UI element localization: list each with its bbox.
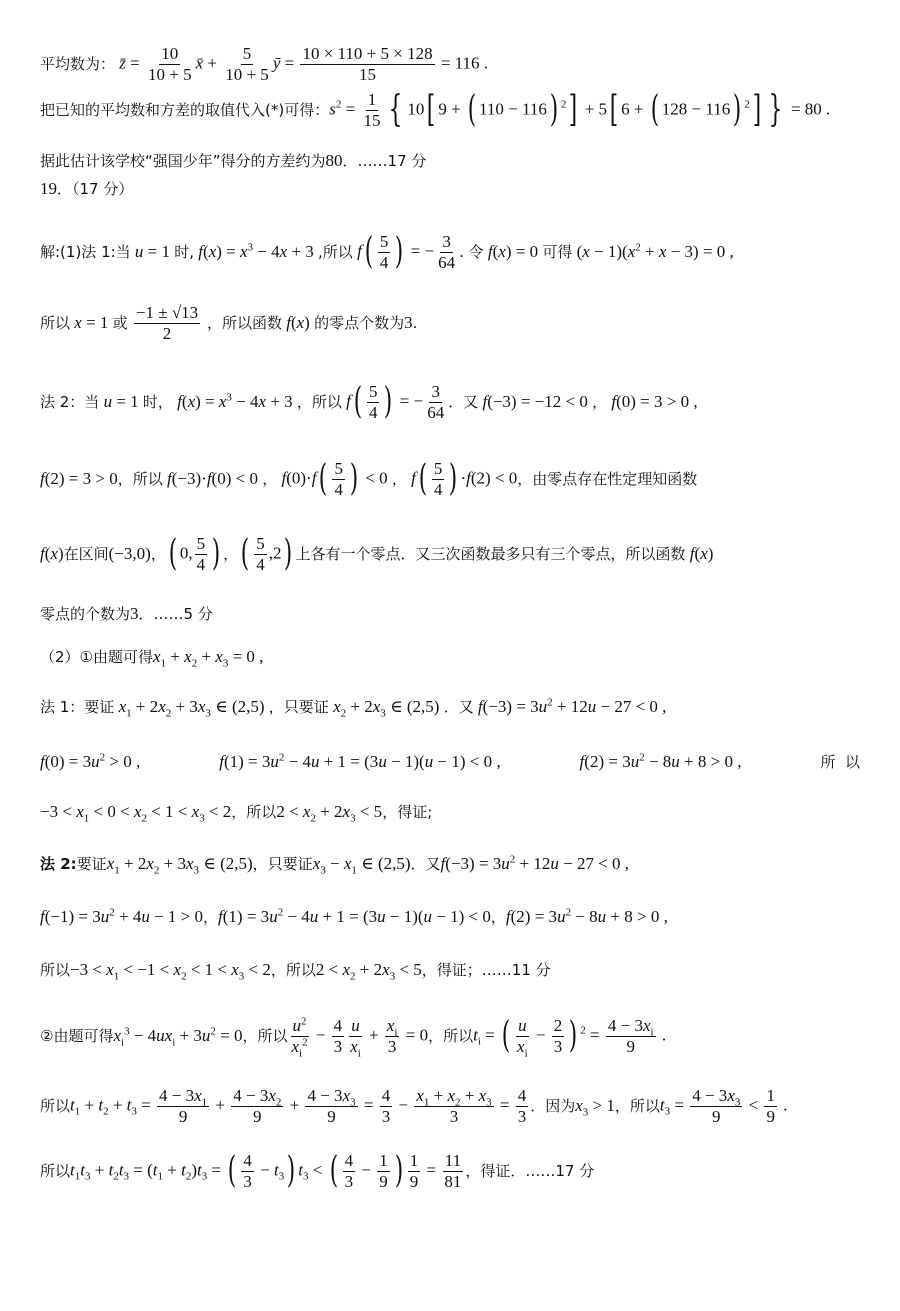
line-p2-conclusion2: 所以 $-3 < x_1 < -1 < x_2 < 1 < x_3 < 2$ ，所以 $2 < x_2 + 2x_3 < 5$ ，得证；……11 分 bbox=[40, 960, 551, 983]
line-zeros: 所以 x = 1 或 $\frac{-1 \pm √13}{2}$ ，所以函数 f(x) 的零点个数为 3 . bbox=[40, 302, 418, 343]
line-p2-values: $f(0) = 3u^2 > 0$ , $f(1) = 3u^2 - 4u + 1 = (3u - 1)(u - 1) < 0$ , $f(2) = 3u^2 - 8u + 8 > 0$ , 所 以 bbox=[40, 751, 860, 771]
line-mean: 平均数为： z̄ = $\frac{10}{10 + 5}$ x̄ + $\frac{5}{10 + 5}$ ȳ = $\frac{10 \times 110 + 5 \times 128}{15}$ = 116 . bbox=[40, 43, 489, 84]
line-p2-method1: 法 1：要证 $x_1 + 2x_2 + 3x_3$ ∈ (2,5) ，只要证 $x_2 + 2x_3$ ∈ (2,5) ．又 $f(-3) = 3u^2 + 12u - 27 < 0$ , bbox=[40, 696, 667, 720]
problem-19-heading: 19 ．（17 分） bbox=[40, 179, 134, 198]
line-estimate: 据此估计该学校“强国少年”得分的方差约为 80 ．……17 分 bbox=[40, 151, 427, 170]
line-final: 所以 $t_1t_3 + t_2t_3 = (t_1 + t_2)t_3$ = ( $\frac{4}{3}$ − $t_3$) $t_3$ < ( $\frac{4}{3}$ − $\frac{1}{9}$ ) $\frac{1}{9}$ = $\frac{11}{81}$ ，得证．……17 分 bbox=[40, 1149, 595, 1191]
line-sign-check: f(2) = 3 > 0 ，所以 f(−3)·f(0) < 0 ， f(0)·f( $\frac{5}{4}$ ) < 0 ， f( $\frac{5}{4}$ ) ·f(2) < 0 ，由零点存在性定理知函数 bbox=[40, 457, 698, 499]
line-method2: 法 2：当 u = 1 时， $f(x) = x^3 - 4x + 3$ ，所以 f( $\frac{5}{4}$ ) = − $\frac{3}{64}$ ．又 f(−3) = −12 < 0 ， f(0) = 3 > 0 , bbox=[40, 380, 698, 422]
line-p2-values2: $f(-1) = 3u^2 + 4u - 1 > 0$ ， $f(1) = 3u^2 - 4u + 1 = (3u - 1)(u - 1) < 0$ ， $f(2) = 3u^2 - 8u + 8 > 0$ , bbox=[40, 906, 668, 926]
line-count-result: 零点的个数为 3 ．……5 分 bbox=[40, 604, 213, 623]
line-part2-2: ②由题可得 $x_i^3 - 4ux_i + 3u^2 = 0$ ，所以 $\frac{u^2}{x_i^2}$ − $\frac{4}{3}$ $\frac{u}{x_i}$ + $\frac{x_i}{3}$ = 0 ，所以 $t_i$ = ( $\frac{u}{x_i}$ − $\frac{2}{3}$ ) $^2$ = $\frac{4 - 3x_i}{9}$ . bbox=[40, 1014, 667, 1059]
line-sum-t: 所以 $t_1 + t_2 + t_3$ = $\frac{4 - 3x_1}{9}$ + $\frac{4 - 3x_2}{9}$ + $\frac{4 - 3x_3}{9}$ = $\frac{4}{3}$ − $\frac{x_1 + x_2 + x_3}{3}$ = $\frac{4}{3}$ ．因为 $x_3 > 1$ ，所以 $t_3$ = $\frac{4 - 3x_3}{9}$ < $\frac{1}{9}$ . bbox=[40, 1085, 788, 1126]
line-method1: 解:(1)法 1:当 u = 1 时, $f(x) = x^3 - 4x + 3$ ,所以 f( $\frac{5}{4}$ ) = − $\frac{3}{64}$ . 令 f(x) = 0 可得 $(x - 1)(x^2 + x - 3) = 0$ , bbox=[40, 230, 734, 272]
line-variance: 把已知的平均数和方差的取值代入(*)可得： $s^2$ = $\frac{1}{15}$ { 10[ 9 + ( 110 − 116) $^2$] + 5[ 6 + ( 128 − 116) $^2$] } = 80 . bbox=[40, 88, 831, 130]
line-intervals: f(x) 在区间 (−3,0) ， ( 0, $\frac{5}{4}$ ) ， ( $\frac{5}{4}$ ,2) 上各有一个零点．又三次函数最多只有三个零点，所以函数 f(x) bbox=[40, 532, 714, 574]
line-p2-method2: 法 2: 要证 $x_1 + 2x_2 + 3x_3$ ∈ (2,5) ，只要证 $x_3 - x_1$ ∈ (2,5) ．又 $f(-3) = 3u^2 + 12u - 27 < 0$ , bbox=[40, 853, 630, 877]
line-part2-start: （2）①由题可得 $x_1 + x_2 + x_3 = 0$ , bbox=[40, 647, 264, 670]
line-p2-conclusion1: $-3 < x_1 < 0 < x_2 < 1 < x_3 < 2$ ，所以 $2 < x_2 + 2x_3 < 5$ ，得证; bbox=[40, 802, 433, 825]
